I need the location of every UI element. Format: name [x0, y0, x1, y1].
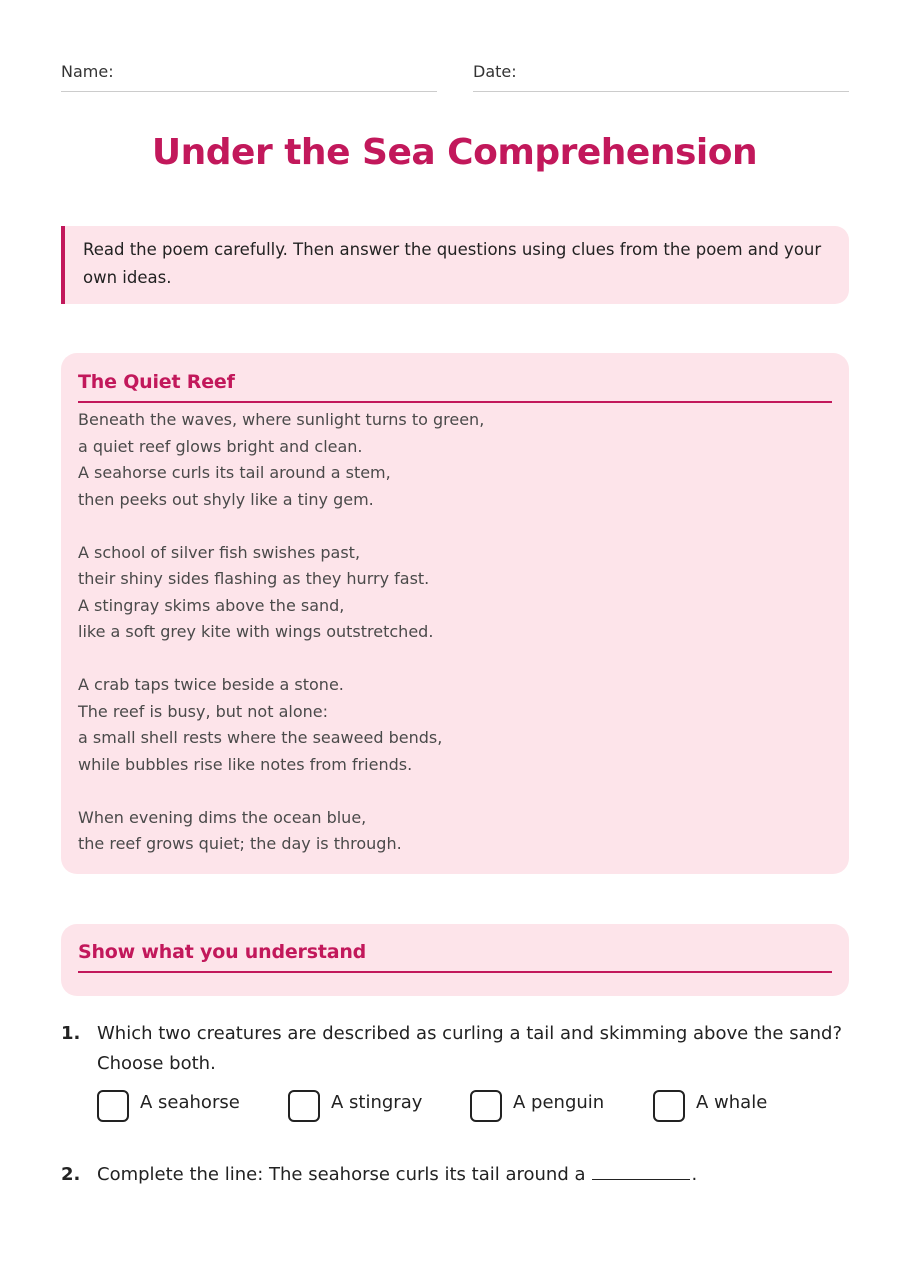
answer-blank[interactable]: [592, 1160, 690, 1180]
question-text: [97, 1160, 851, 1190]
option-label: A whale: [696, 1092, 768, 1113]
instructions-text: Read the poem carefully. Then answer the questions using clues from the poem and your own ideas.: [83, 240, 822, 287]
understand-heading: Show what you understand: [78, 941, 832, 973]
page-title: Under the Sea Comprehension: [151, 132, 758, 173]
date-field[interactable]: [473, 60, 849, 92]
poem-line: a quiet reef glows bright and clean.: [78, 436, 363, 456]
option-label: A seahorse: [140, 1092, 240, 1113]
poem-line: like a soft grey kite with wings outstretched.: [78, 622, 434, 641]
poem-stanza: [78, 407, 832, 513]
question-1-options: [97, 1090, 817, 1124]
poem-body: [78, 407, 832, 858]
poem-box: [61, 353, 849, 874]
instructions-box: [61, 226, 849, 304]
question-text-before: Complete the line: The seahorse curls its tail around a: [97, 1164, 586, 1185]
question-number: 2.: [61, 1164, 81, 1185]
poem-line: a small shell rests where the seaweed bends,: [78, 728, 443, 747]
option-penguin[interactable]: [470, 1090, 604, 1122]
poem-stanza: [78, 672, 832, 778]
name-label: Name:: [61, 62, 114, 81]
poem-line: A seahorse curls its tail around a stem,: [78, 463, 391, 482]
poem-stanza: [78, 805, 832, 858]
poem-line: while bubbles rise like notes from friends.: [78, 754, 413, 774]
option-seahorse[interactable]: [97, 1090, 240, 1122]
poem-line: then peeks out shyly like a tiny gem.: [78, 489, 374, 509]
poem-line: The reef is busy, but not alone:: [78, 701, 328, 721]
poem-stanza: [78, 540, 832, 646]
question-text-after: .: [691, 1164, 698, 1185]
understand-section-header: [61, 924, 849, 996]
option-label: A penguin: [513, 1092, 605, 1113]
date-label: Date:: [473, 62, 517, 81]
poem-line: their shiny sides flashing as they hurry fast.: [78, 569, 430, 588]
option-label: A stingray: [331, 1092, 423, 1113]
checkbox[interactable]: [288, 1090, 320, 1122]
poem-line: A stingray skims above the sand,: [78, 595, 345, 615]
poem-line: A school of silver fish swishes past,: [78, 542, 361, 562]
checkbox[interactable]: [470, 1090, 502, 1122]
option-whale[interactable]: [653, 1090, 767, 1122]
poem-line: A crab taps twice beside a stone.: [78, 675, 344, 694]
poem-line: the reef grows quiet; the day is through.: [78, 834, 402, 853]
question-number: 1.: [61, 1023, 81, 1044]
option-stingray[interactable]: [288, 1090, 422, 1122]
poem-line: Beneath the waves, where sunlight turns to green,: [78, 410, 485, 429]
checkbox[interactable]: [653, 1090, 685, 1122]
question-1: [61, 1019, 851, 1079]
checkbox[interactable]: [97, 1090, 129, 1122]
poem-line: When evening dims the ocean blue,: [78, 807, 367, 827]
question-text: Which two creatures are described as curling a tail and skimming above the sand? Choose both.: [97, 1023, 842, 1074]
question-2: [61, 1160, 851, 1190]
name-field[interactable]: [61, 60, 437, 92]
poem-title: The Quiet Reef: [78, 371, 832, 403]
